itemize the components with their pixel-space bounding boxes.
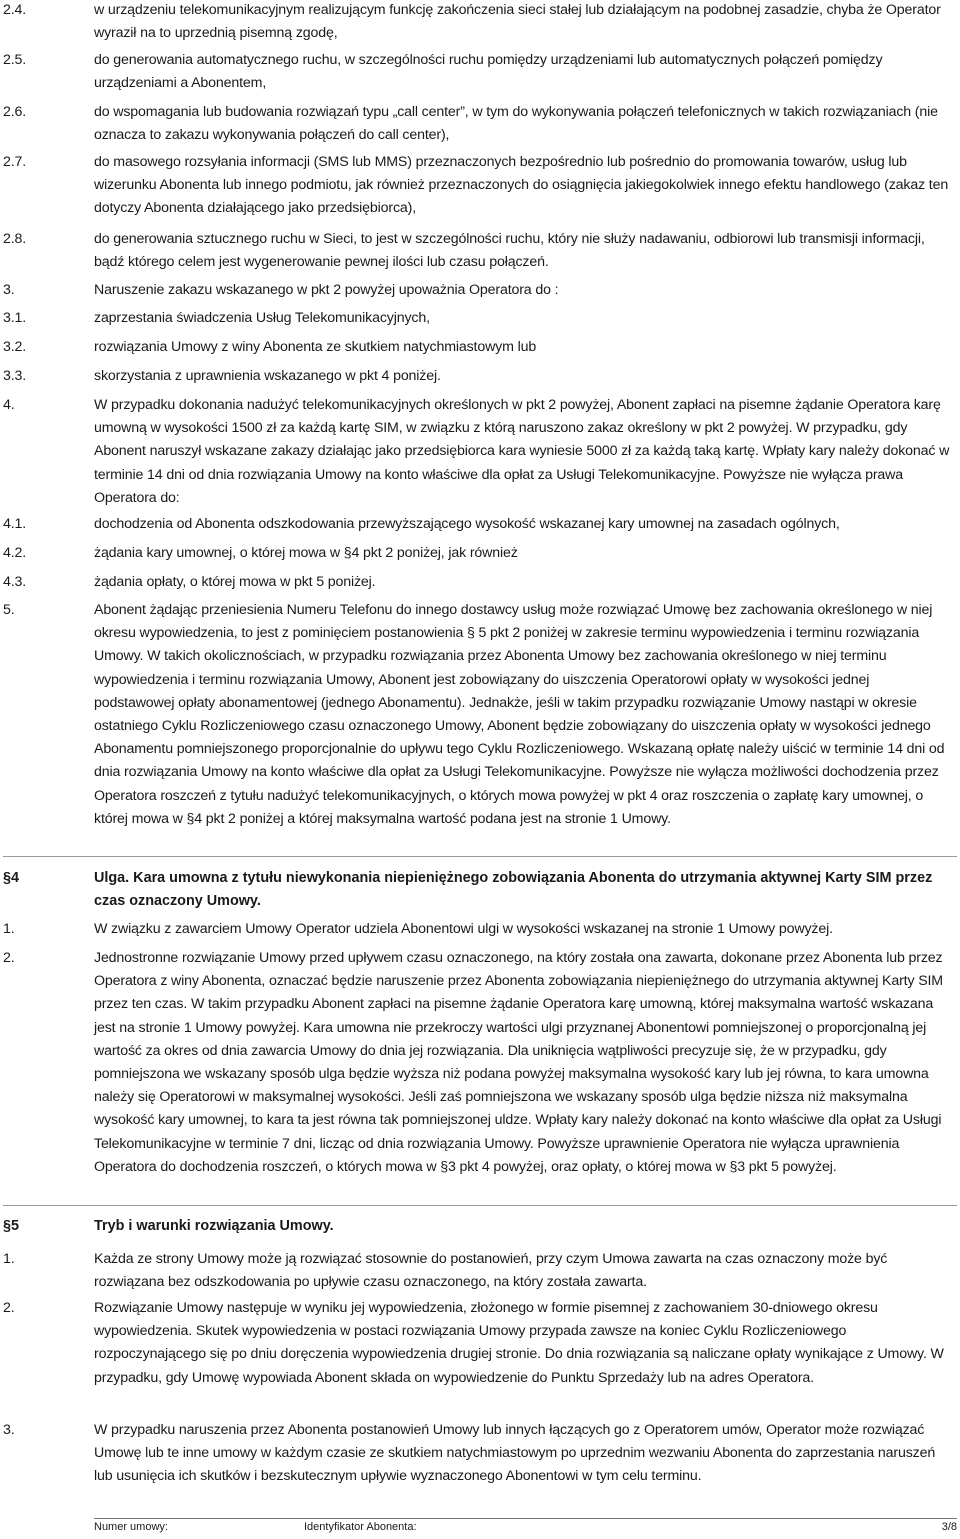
subscriber-id-label: Identyfikator Abonenta: — [304, 1521, 417, 1533]
list-item — [0, 1248, 960, 1294]
item-number: 2.4. — [3, 2, 27, 18]
item-number: 4.2. — [3, 545, 27, 561]
section-divider — [3, 856, 957, 857]
item-number: 2. — [3, 950, 15, 966]
list-item — [0, 1297, 960, 1390]
item-number: 4.1. — [3, 516, 27, 532]
item-text: W przypadku naruszenia przez Abonenta postanowień Umowy lub innych łączących go z Operatorem umów, Operator może rozwiązać Umowę lub te inne umowy w każdym czasie ze skutkiem natychmiastowym po uprzednim wezwaniu Abonenta do zaprzestania naruszeń lub usunięcia ich skutków i bezskutecznym upływie wyznaczonego Abonentowi w tym celu terminu. — [94, 1422, 936, 1485]
item-text: rozwiązania Umowy z winy Abonenta ze skutkiem natychmiastowym lub — [94, 339, 537, 355]
section-title: Ulga. Kara umowna z tytułu niewykonania niepieniężnego zobowiązania Abonenta do utrzymania aktywnej Karty SIM przez czas oznaczony Umowy. — [94, 870, 933, 909]
item-text: żądania kary umownej, o której mowa w §4 pkt 2 poniżej, jak również — [94, 545, 518, 561]
item-number: 3. — [3, 282, 15, 298]
item-number: 2.5. — [3, 52, 27, 68]
item-text: Rozwiązanie Umowy następuje w wyniku jej wypowiedzenia, złożonego w formie pisemnej z zachowaniem 30-dniowego okresu wypowiedzenia. Skutek wypowiedzenia w postaci rozwiązania Umowy przypada zawsze na koniec Cyklu Rozliczeniowego rozpoczynającego się po dniu doręczenia wypowiedzenia drugiej stronie. Do dnia rozwiązania są naliczane opłaty wynikające z Umowy. W przypadku, gdy Umowę wypowiada Abonent składa on wypowiedzenie do Punktu Sprzedaży lub na adres Operatora. — [94, 1300, 944, 1386]
item-number: 2.8. — [3, 231, 27, 247]
item-number: 2. — [3, 1300, 15, 1316]
item-text: do generowania automatycznego ruchu, w szczególności ruchu pomiędzy urządzeniami lub automatycznych połączeń pomiędzy urządzeniami a Abonentem, — [94, 52, 883, 92]
section-heading — [0, 867, 960, 913]
item-text: Każda ze strony Umowy może ją rozwiązać stosownie do postanowień, przy czym Umowa zawarta na czas oznaczony może być rozwiązana bez odszkodowania po upływie czasu oznaczonego, na który została zawarta. — [94, 1251, 888, 1291]
item-text: do wspomagania lub budowania rozwiązań typu „call center”, w tym do wykonywania połączeń telefonicznych w takich rozwiązaniach (nie oznacza to zakazu wykonywania połączeń do call center), — [94, 104, 938, 144]
item-text: do masowego rozsyłania informacji (SMS lub MMS) przeznaczonych bezpośrednio lub pośrednio do promowania towarów, usług lub wizerunku Abonenta lub innego podmiotu, jak również przeznaczonych do osiągnięcia jakiegokolwiek innego efektu handlowego (zakaz ten dotyczy Abonenta działającego jako przedsiębiorca), — [94, 154, 949, 217]
item-number: 2.7. — [3, 154, 27, 170]
section-heading — [0, 1215, 960, 1238]
item-number: 4. — [3, 397, 15, 413]
list-item — [0, 151, 960, 221]
item-number: 4.3. — [3, 574, 27, 590]
footer-rule — [94, 1518, 957, 1519]
item-number: 3. — [3, 1422, 15, 1438]
list-item — [0, 0, 960, 45]
item-number: 1. — [3, 1251, 15, 1267]
item-text: Abonent żądając przeniesienia Numeru Telefonu do innego dostawcy usług może rozwiązać Umowę bez zachowania określonego w niej okresu wypowiedzenia, to jest z pominięciem postanowienia § 5 pkt 2 poniżej w zakresie terminu wypowiedzenia i terminu rozwiązania Umowy. W takich okolicznościach, w przypadku rozwiązania przez Abonenta Umowy bez zachowania określonego w niej terminu wypowiedzenia i terminu rozwiązania Umowy, Abonent jest zobowiązany do uiszczenia Operatorowi opłaty w wysokości jednej podstawowej opłaty abonamentowej (jednego Abonamentu). Jednakże, jeśli w takim przypadku rozwiązanie Umowy nastąpi w okresie ostatniego Cyklu Rozliczeniowego czasu oznaczonego Umowy, Abonent będzie zobowiązany do uiszczenia opłaty w wysokości jednego Abonamentu pomniejszonego proporcjonalnie do upływu tego Cyklu Rozliczeniowego. Wskazaną opłatę należy uiścić w terminie 14 dni od dnia rozwiązania Umowy na konto właściwe dla opłat za Usługi Telekomunikacyjne. Powyższe nie wyłącza możliwości dochodzenia przez Operatora roszczeń z tytułu nadużyć telekomunikacyjnych, o których mowa powyżej w pkt 4 oraz roszczenia o zapłatę kary umownej, o której mowa w §4 pkt 2 poniżej a której maksymalna wartość podana jest na stronie 1 Umowy. — [94, 602, 945, 827]
list-item — [0, 228, 960, 274]
item-text: skorzystania z uprawnienia wskazanego w pkt 4 poniżej. — [94, 368, 441, 384]
list-item — [0, 49, 960, 95]
item-text: W związku z zawarciem Umowy Operator udziela Abonentowi ulgi w wysokości wskazanej na stronie 1 Umowy powyżej. — [94, 921, 833, 937]
list-item — [0, 394, 960, 510]
list-item — [0, 947, 960, 1179]
item-text: żądania opłaty, o której mowa w pkt 5 poniżej. — [94, 574, 376, 590]
list-item — [0, 1419, 960, 1489]
item-number: 3.2. — [3, 339, 27, 355]
section-divider — [3, 1205, 957, 1206]
list-item — [0, 571, 960, 594]
item-number: 1. — [3, 921, 15, 937]
item-text: zaprzestania świadczenia Usług Telekomunikacyjnych, — [94, 310, 430, 326]
item-number: 5. — [3, 602, 15, 618]
item-text: w urządzeniu telekomunikacyjnym realizującym funkcję zakończenia sieci stałej lub działającym na podobnej zasadzie, chyba że Operator wyraził na to uprzednią pisemną zgodę, — [94, 2, 941, 42]
list-item — [0, 336, 960, 359]
list-item — [0, 542, 960, 565]
item-text: do generowania sztucznego ruchu w Sieci, to jest w szczególności ruchu, który nie służy nadawaniu, odbiorowi lub transmisji informacji, bądź którego celem jest wygenerowanie pewnej ilości lub czasu połączeń. — [94, 231, 925, 271]
list-item — [0, 101, 960, 147]
item-number: 3.3. — [3, 368, 27, 384]
item-text: Naruszenie zakazu wskazanego w pkt 2 powyżej upoważnia Operatora do : — [94, 282, 559, 298]
item-text: Jednostronne rozwiązanie Umowy przed upływem czasu oznaczonego, na który została ona zawarta, dokonane przez Abonenta lub przez Operatora z winy Abonenta, oznaczać będzie naruszenie przez Abonenta zobowiązania niepieniężnego do utrzymania aktywnej Karty SIM przez ten czas. W takim przypadku Abonent zapłaci na pisemne żądanie Operatora karę umowną, której maksymalna wartość wskazana jest na stronie 1 Umowy powyżej. Kara umowna nie przekroczy wartości ulgi przyznanej Abonentowi pomniejszonej o proporcjonalną jej wartość za okres od dnia zawarcia Umowy do dnia jej rozwiązania. Dla uniknięcia wątpliwości precyzuje się, że w przypadku, gdy pomniejszona we wskazany sposób ulga będzie wyższa niż podana powyżej maksymalna wysokość kary lub jej równa, to kara umowna należy się Operatorowi w maksymalnej wysokości. Jeśli zaś pomniejszona we wskazany sposób ulga będzie niższa niż maksymalna wysokość kary umownej, to kara ta jest równa tak pomniejszonej uldze. Wpłaty kary należy dokonać na konto właściwe dla opłat za Usługi Telekomunikacyjne w terminie 7 dni, licząc od dnia rozwiązania Umowy. Powyższe uprawnienie Operatora nie wyłącza uprawnienia Operatora do dochodzenia roszczeń, o których mowa w §3 pkt 4 powyżej, oraz opłaty, o której mowa w §3 pkt 5 powyżej. — [94, 950, 943, 1175]
list-item — [0, 279, 960, 302]
item-text: dochodzenia od Abonenta odszkodowania przewyższającego wysokość wskazanej kary umownej na zasadach ogólnych, — [94, 516, 840, 532]
list-item — [0, 918, 960, 941]
section-number: §4 — [3, 870, 20, 886]
item-text: W przypadku dokonania nadużyć telekomunikacyjnych określonych w pkt 2 powyżej, Abonent zapłaci na pisemne żądanie Operatora karę umowną w wysokości 1500 zł za każdą kartę SIM, w związku z którą naruszono zakaz określony w pkt 2 powyżej. W przypadku, gdy Abonent naruszył wskazane zakazy działając jako przedsiębiorca kara wyniesie 5000 zł za każdą taką kartę. Wpłaty kary należy dokonać w terminie 14 dni od dnia rozwiązania Umowy na konto właściwe dla opłat za Usługi Telekomunikacyjne. Powyższe nie wyłącza prawa Operatora do: — [94, 397, 950, 506]
item-number: 3.1. — [3, 310, 27, 326]
section-number: §5 — [3, 1218, 20, 1234]
list-item — [0, 599, 960, 831]
list-item — [0, 513, 960, 536]
section-title: Tryb i warunki rozwiązania Umowy. — [94, 1218, 334, 1234]
list-item — [0, 365, 960, 388]
contract-number-label: Numer umowy: — [94, 1521, 168, 1533]
page-number: 3/8 — [941, 1521, 957, 1533]
item-number: 2.6. — [3, 104, 27, 120]
list-item — [0, 307, 960, 330]
